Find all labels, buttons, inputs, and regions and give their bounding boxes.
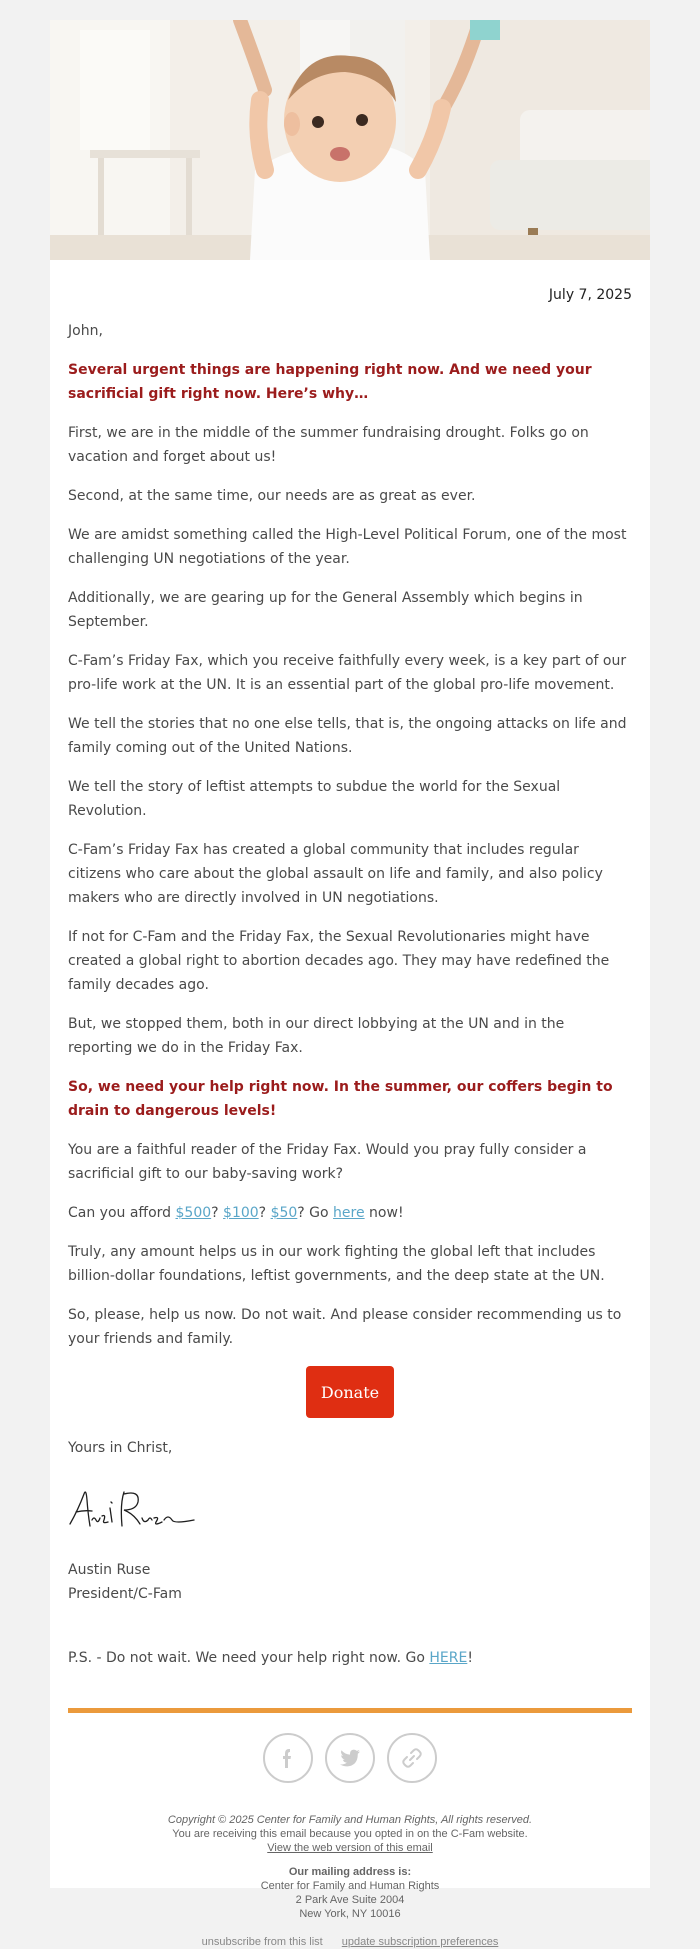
letter-content: [50, 283, 650, 1785]
amount-100-link[interactable]: $100: [223, 1205, 259, 1221]
paragraph: Truly, any amount helps us in our work fighting the global left that includes billion-dollar foundations, leftist governments, and the deep state at the UN.: [68, 1244, 605, 1284]
subscription-links: [68, 1935, 632, 1949]
address-street: 2 Park Ave Suite 2004: [295, 1894, 405, 1906]
unsubscribe-link[interactable]: unsubscribe from this list: [201, 1936, 323, 1948]
paragraph: C-Fam’s Friday Fax, which you receive faithfully every week, is a key part of our pro-life work at the UN. It is an essential part of the global pro-life movement.: [68, 653, 627, 693]
ps-prefix: P.S. - Do not wait. We need your help right now. Go: [68, 1650, 430, 1666]
donation-ask: [68, 1201, 632, 1225]
footer-divider: [68, 1708, 632, 1713]
paragraph: Second, at the same time, our needs are as great as ever.: [68, 488, 476, 504]
paragraph: First, we are in the middle of the summer fundraising drought. Folks go on vacation and forget about us!: [68, 425, 589, 465]
hero-image: [50, 20, 650, 260]
email-body: [50, 20, 650, 1948]
optin-notice: You are receiving this email because you opted in on the C-Fam website.: [172, 1828, 528, 1840]
ps-here-link[interactable]: HERE: [429, 1650, 468, 1666]
ps-suffix: !: [467, 1650, 473, 1666]
paragraph: We tell the story of leftist attempts to subdue the world for the Sexual Revolution.: [68, 779, 561, 819]
twitter-icon: [338, 1746, 362, 1770]
web-version-link[interactable]: View the web version of this email: [267, 1842, 433, 1854]
facebook-icon: [276, 1746, 300, 1770]
paragraph: We tell the stories that no one else tells, that is, the ongoing attacks on life and family coming out of the United Nations.: [68, 716, 627, 756]
ask-prefix: Can you afford: [68, 1205, 176, 1221]
donate-here-link[interactable]: here: [333, 1205, 365, 1221]
greeting: John,: [68, 323, 103, 339]
paragraph: C-Fam’s Friday Fax has created a global community that includes regular citizens who care about the global assault on life and family, and also policy makers who are directly involved in UN negotiations.: [68, 842, 603, 906]
paragraph: You are a faithful reader of the Friday Fax. Would you pray fully consider a sacrificial gift to our baby-saving work?: [68, 1142, 587, 1182]
preferences-link[interactable]: update subscription preferences: [341, 1936, 499, 1948]
address-city: New York, NY 10016: [299, 1908, 401, 1920]
paragraph: So, please, help us now. Do not wait. And please consider recommending us to your friends and family.: [68, 1307, 622, 1347]
website-button[interactable]: [387, 1733, 437, 1783]
sender-block: [68, 1558, 632, 1606]
paragraph: We are amidst something called the High-Level Political Forum, one of the most challenging UN negotiations of the year.: [68, 527, 627, 567]
paragraph: Additionally, we are gearing up for the General Assembly which begins in September.: [68, 590, 583, 630]
donate-wrapper: [68, 1366, 632, 1418]
letter-date: July 7, 2025: [548, 287, 632, 303]
paragraph: But, we stopped them, both in our direct lobbying at the UN and in the reporting we do in the Friday Fax.: [68, 1016, 565, 1056]
mailing-address-heading: Our mailing address is:: [288, 1866, 412, 1878]
signature-image: [68, 1480, 632, 1538]
postscript: [68, 1646, 632, 1670]
sender-title: President/C-Fam: [68, 1586, 182, 1602]
address-org: Center for Family and Human Rights: [260, 1880, 440, 1892]
amount-50-link[interactable]: $50: [270, 1205, 298, 1221]
signature-drawing: [68, 1480, 198, 1538]
urgent-paragraph: So, we need your help right now. In the summer, our coffers begin to drain to dangerous levels!: [68, 1079, 613, 1119]
link-icon: [400, 1746, 424, 1770]
social-links: [68, 1733, 632, 1785]
closing: Yours in Christ,: [68, 1440, 173, 1456]
paragraph: If not for C-Fam and the Friday Fax, the Sexual Revolutionaries might have created a global right to abortion decades ago. They may have redefined the family decades ago.: [68, 929, 610, 993]
ask-suffix: now!: [364, 1205, 404, 1221]
facebook-button[interactable]: [263, 1733, 313, 1783]
urgent-paragraph: Several urgent things are happening right now. And we need your sacrificial gift right now. Here’s why…: [68, 362, 592, 402]
hero-illustration: [50, 20, 650, 260]
twitter-button[interactable]: [325, 1733, 375, 1783]
copyright: Copyright © 2025 Center for Family and Human Rights, All rights reserved.: [167, 1814, 533, 1826]
donate-button[interactable]: Donate: [306, 1366, 394, 1418]
sender-name: Austin Ruse: [68, 1562, 151, 1578]
email-footer: [50, 1813, 650, 1949]
amount-500-link[interactable]: $500: [175, 1205, 212, 1221]
ask-sep: ?: [258, 1205, 271, 1221]
ask-sep: ?: [211, 1205, 224, 1221]
ask-sep: ? Go: [297, 1205, 334, 1221]
